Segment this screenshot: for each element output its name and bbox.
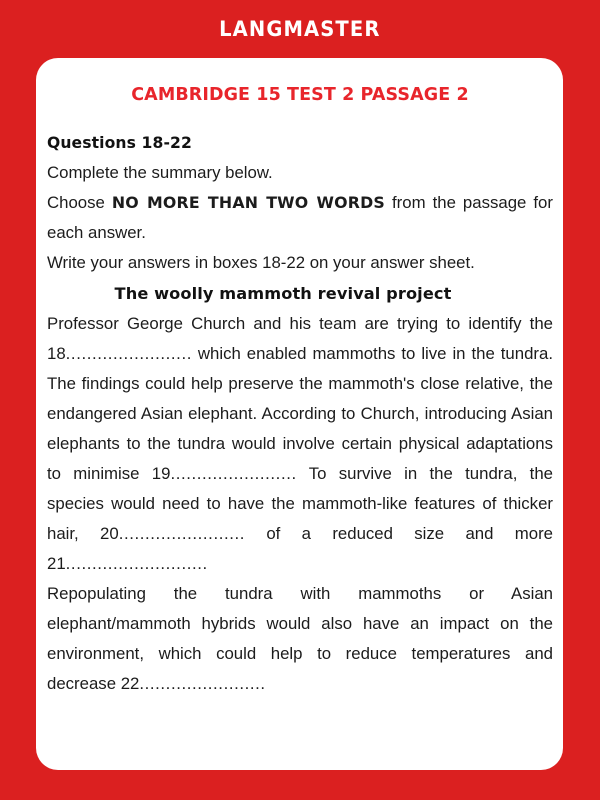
text-run: which enabled mammoths to live in the tundra. The findings could help preserve the mammoth's close relative, the endangered Asian elephant. According to Church, introducing Asian elephants to the tundra would involve certain physical adaptations to minimise 19 (47, 344, 553, 483)
page-title: CAMBRIDGE 15 TEST 2 PASSAGE 2 (131, 85, 469, 105)
summary-heading: The woolly mammoth revival project (114, 284, 452, 303)
exercise-body (47, 128, 553, 699)
answer-blank-20[interactable]: ........................ (118, 524, 246, 543)
content-card (36, 58, 563, 770)
instruction-complete-summary: Complete the summary below. (47, 163, 273, 182)
answer-blank-18[interactable]: ........................ (65, 344, 192, 363)
text-run: To survive in the tundra, the species would need to have the mammoth-like features of thicker hair, 20 (47, 464, 553, 543)
text-run: Repopulating the tundra with mammoths or Asian elephant/mammoth hybrids would also have an impact on the environment, which could help to reduce temperatures and decrease 22 (47, 584, 553, 693)
text-run: of a reduced size and more 21 (47, 524, 554, 573)
langmaster-logo: LANGMASTER (219, 17, 381, 41)
questions-range-heading: Questions 18-22 (47, 134, 192, 152)
instruction-word-limit-prefix: Choose (47, 193, 112, 212)
answer-blank-19[interactable]: ........................ (170, 464, 297, 483)
answer-blank-22[interactable]: ........................ (139, 674, 266, 693)
text-run: Professor George Church and his team are trying to identify the 18 (47, 314, 553, 363)
summary-paragraph-1 (47, 309, 553, 579)
instruction-word-limit (47, 188, 553, 248)
brand-header (0, 0, 600, 58)
answer-blank-21[interactable]: ........................... (65, 554, 208, 573)
summary-paragraph-2 (47, 579, 553, 699)
word-limit-emphasis: NO MORE THAN TWO WORDS (111, 193, 385, 212)
instruction-answer-sheet: Write your answers in boxes 18-22 on your answer sheet. (47, 253, 475, 272)
instruction-word-limit-suffix: from the passage for each answer. (47, 193, 553, 242)
